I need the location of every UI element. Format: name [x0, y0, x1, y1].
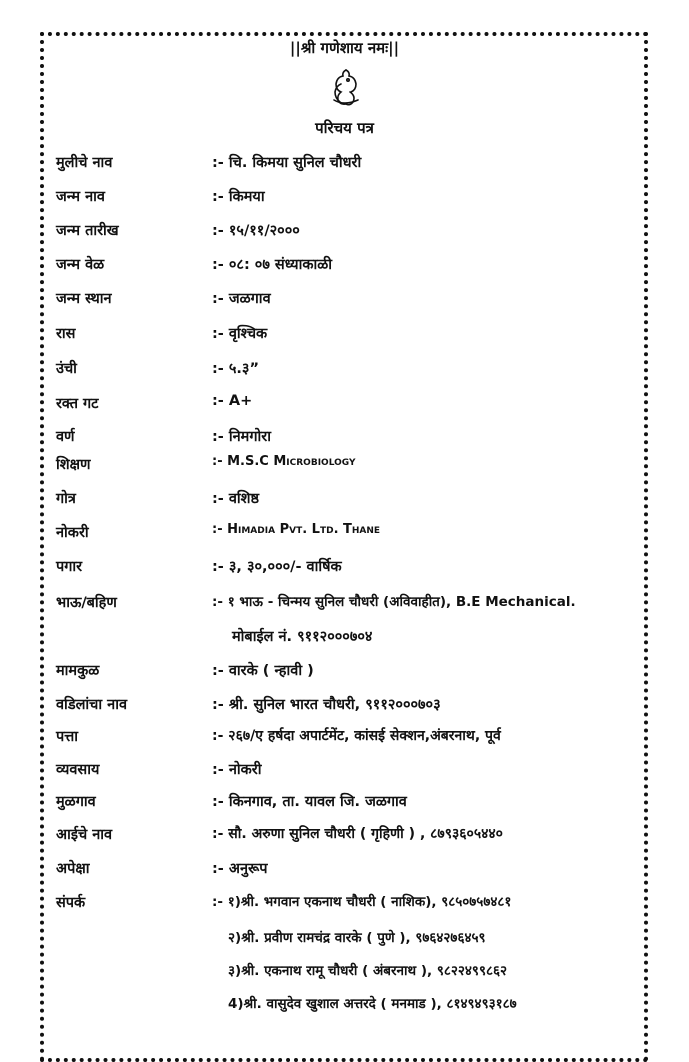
field-label: पगार: [56, 559, 83, 575]
field-value: :- ०८: ०७ संध्याकाळी: [212, 257, 333, 273]
field-value: :- M.S.C Microbiology: [212, 454, 356, 469]
field-value: :- १)श्री. भगवान एकनाथ चौधरी ( नाशिक), ९८५०७५७४८१: [212, 894, 512, 910]
field-value: :- सौ. अरुणा सुनिल चौधरी ( गृहिणी ) , ८७९३६०५४४०: [212, 826, 503, 842]
field-row-father-name: [52, 694, 642, 724]
field-label: मुळगाव: [56, 794, 96, 810]
invocation-heading: ||श्री गणेशाय नमः||: [289, 39, 400, 57]
field-row-height: [52, 358, 642, 388]
field-value: :- निमगोरा: [212, 429, 271, 445]
field-value: :- १५/११/२०००: [212, 223, 300, 239]
field-value: :- अनुरूप: [212, 861, 268, 877]
field-row-education: [52, 454, 642, 484]
field-value: :- जळगाव: [212, 291, 271, 307]
field-label: शिक्षण: [56, 457, 91, 473]
sibling-mobile: मोबाईल नं. ९११२०००७०४: [232, 629, 373, 645]
field-row-native-place: [52, 791, 642, 821]
field-value: :- नोकरी: [212, 762, 262, 778]
field-label: भाऊ/बहिण: [56, 595, 117, 611]
field-label: जन्म तारीख: [56, 223, 119, 239]
field-label: वर्ण: [56, 429, 75, 445]
document-title: परिचय पत्र: [315, 119, 374, 137]
field-label: जन्म स्थान: [56, 291, 112, 307]
field-row-gotra: [52, 488, 642, 518]
field-value: :- Himadia Pvt. Ltd. Thane: [212, 522, 381, 537]
field-label: आईचे नाव: [56, 827, 113, 843]
field-row-birth-time: [52, 254, 642, 284]
field-value: :- २६७/ए हर्षदा अपार्टमेंट, कांसई सेक्शन,अंबरनाथ, पूर्व: [212, 728, 501, 744]
field-row-salary: [52, 556, 642, 586]
field-label: उंची: [56, 361, 77, 377]
field-row-name: [52, 152, 642, 182]
field-row-maternal-family: [52, 660, 642, 690]
field-value: :- वृश्चिक: [212, 326, 268, 342]
field-label: संपर्क: [56, 895, 86, 911]
field-label: गोत्र: [56, 491, 76, 507]
field-label: जन्म नाव: [56, 189, 105, 205]
field-label: नोकरी: [56, 525, 89, 541]
field-value: :- किमया: [212, 189, 265, 205]
field-value: :- ५.३”: [212, 361, 259, 377]
contact-item: २)श्री. प्रवीण रामचंद्र वारके ( पुणे ), ९७६४२७६४५९: [228, 930, 486, 946]
field-label: रास: [56, 326, 76, 342]
field-value: :- श्री. सुनिल भारत चौधरी, ९११२०००७०३: [212, 697, 441, 713]
field-label: मुलीचे नाव: [56, 155, 113, 171]
field-label: रक्त गट: [56, 396, 99, 412]
field-value: :- चि. किमया सुनिल चौधरी: [212, 155, 362, 171]
field-label: व्यवसाय: [56, 762, 100, 778]
field-row-complexion: [52, 426, 642, 456]
field-value: :- किनगाव, ता. यावल जि. जळगाव: [212, 794, 407, 810]
field-label: वडिलांचा नाव: [56, 697, 128, 713]
contact-item: ३)श्री. एकनाथ रामू चौधरी ( अंबरनाथ ), ९८२२४९९८६२: [228, 963, 508, 979]
field-label: पत्ता: [56, 729, 79, 745]
field-row-birth-place: [52, 288, 642, 318]
field-row-blood-group: [52, 393, 642, 423]
field-row-siblings: [52, 592, 642, 622]
field-row-address: [52, 726, 642, 756]
ganesha-icon: [326, 66, 366, 110]
field-value: :- A+: [212, 393, 253, 409]
field-row-birth-date: [52, 220, 642, 250]
contact-item: 4)श्री. वासुदेव खुशाल अत्तरदे ( मनमाड ), ८१४९४९३१८७: [228, 996, 517, 1012]
field-row-contact: [52, 892, 642, 922]
field-row-mother-name: [52, 824, 642, 854]
field-label: जन्म वेळ: [56, 257, 105, 273]
field-label: मामकुळ: [56, 663, 100, 679]
field-value: :- वशिष्ठ: [212, 491, 260, 507]
field-row-occupation: [52, 759, 642, 789]
field-value: :- १ भाऊ - चिन्मय सुनिल चौधरी (अविवाहीत), B.E Mechanical.: [212, 594, 576, 610]
field-value: :- वारके ( न्हावी ): [212, 663, 314, 679]
field-value: :- ३, ३०,०००/- वार्षिक: [212, 559, 342, 575]
field-row-expectation: [52, 858, 642, 888]
field-row-birth-name: [52, 186, 642, 216]
field-row-job: [52, 522, 642, 552]
field-label: अपेक्षा: [56, 861, 90, 877]
field-row-zodiac: [52, 323, 642, 353]
